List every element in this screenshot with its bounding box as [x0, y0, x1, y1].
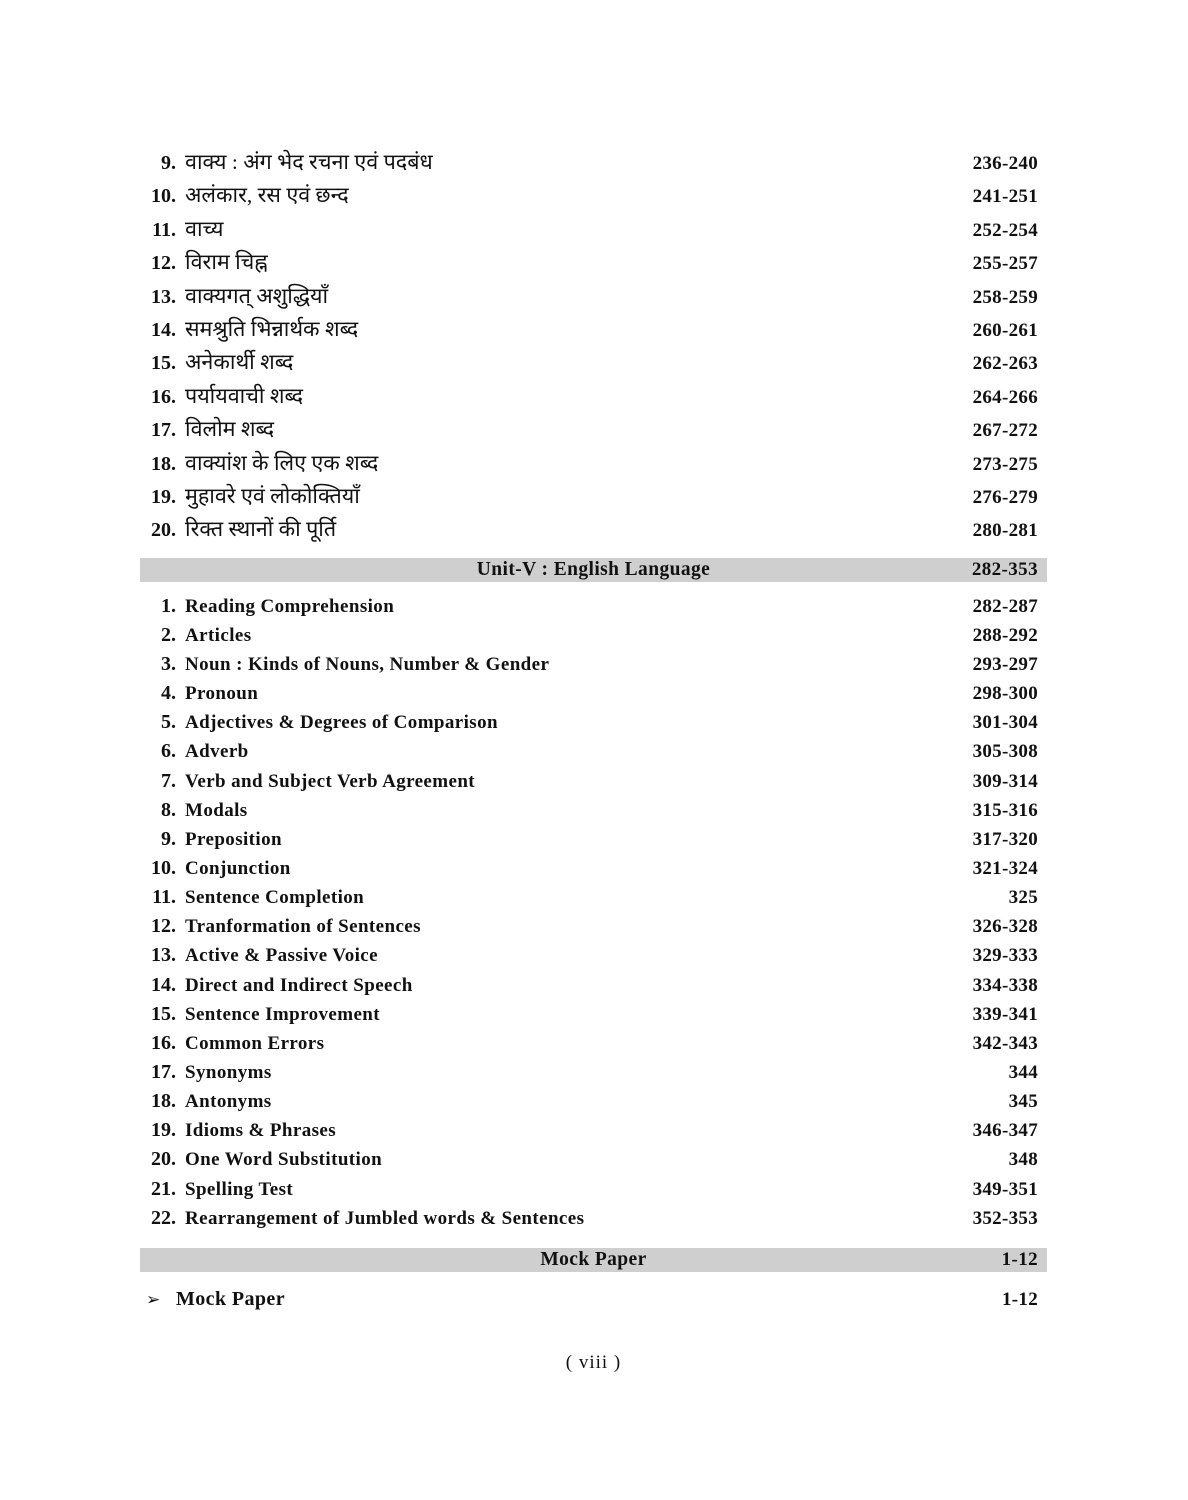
item-page-range: 342-343: [972, 1032, 1038, 1054]
item-title: Adverb: [185, 741, 249, 763]
item-number: 11.: [152, 218, 176, 241]
item-number: 16.: [151, 385, 176, 408]
toc-row: [140, 448, 1047, 481]
item-page-range: 293-297: [972, 653, 1038, 675]
item-number: 22.: [151, 1206, 176, 1229]
item-title: वाक्यांश के लिए एक शब्द: [185, 450, 379, 475]
item-number: 12.: [151, 915, 176, 938]
item-title: Conjunction: [185, 857, 291, 879]
section-title: Unit-V : English Language: [476, 558, 711, 580]
toc-row: [140, 595, 1047, 624]
toc-page-content: [140, 0, 1047, 1374]
item-title: रिक्त स्थानों की पूर्ति: [185, 517, 337, 542]
item-number: 14.: [151, 318, 176, 341]
item-number: 6.: [161, 740, 176, 763]
item-number: 2.: [161, 623, 176, 646]
toc-row: [140, 180, 1047, 213]
item-title: One Word Substitution: [185, 1149, 383, 1171]
item-page-range: 255-257: [972, 253, 1038, 275]
item-page-range: 339-341: [972, 1003, 1038, 1025]
page-number-footer: ( viii ): [565, 1351, 622, 1373]
item-page-range: 317-320: [972, 828, 1038, 850]
item-title: विलोम शब्द: [185, 417, 275, 442]
toc-row: [140, 1061, 1047, 1090]
item-number: 10.: [151, 185, 176, 208]
toc-row: [140, 1148, 1047, 1177]
item-page-range: 325: [1008, 887, 1038, 909]
item-title: Verb and Subject Verb Agreement: [185, 770, 476, 792]
item-title: Pronoun: [185, 683, 259, 705]
item-number: 19.: [151, 1119, 176, 1142]
item-number: 20.: [151, 1148, 176, 1171]
item-number: 3.: [161, 652, 176, 675]
item-title: मुहावरे एवं लोकोक्तियाँ: [185, 483, 360, 508]
toc-row: [140, 828, 1047, 857]
item-title: Idioms & Phrases: [185, 1120, 337, 1142]
toc-row: [140, 414, 1047, 447]
item-page-range: 273-275: [972, 453, 1038, 475]
section-title: Mock Paper: [540, 1248, 647, 1270]
item-number: 8.: [161, 798, 176, 821]
item-title: Rearrangement of Jumbled words & Sentences: [185, 1207, 585, 1229]
item-number: 13.: [151, 944, 176, 967]
item-number: 9.: [161, 827, 176, 850]
item-number: 10.: [151, 856, 176, 879]
item-page-range: 267-272: [972, 420, 1038, 442]
toc-row: [140, 1178, 1047, 1207]
item-page-range: 288-292: [972, 624, 1038, 646]
toc-row: [140, 711, 1047, 740]
item-title: वाक्यगत् अशुद्धियाँ: [185, 283, 329, 308]
item-title: Articles: [185, 624, 252, 646]
item-number: 15.: [151, 1002, 176, 1025]
item-page-range: 1-12: [1001, 1288, 1038, 1310]
item-page-range: 301-304: [972, 712, 1038, 734]
item-title: Adjectives & Degrees of Comparison: [185, 712, 498, 734]
toc-row: [140, 770, 1047, 799]
item-number: 14.: [151, 973, 176, 996]
item-number: 13.: [151, 285, 176, 308]
toc-row: [140, 481, 1047, 514]
item-number: 17.: [151, 1060, 176, 1083]
item-title: Tranformation of Sentences: [185, 916, 421, 938]
arrow-bullet-icon: ➢: [146, 1289, 161, 1309]
item-number: 17.: [151, 419, 176, 442]
item-number: 1.: [161, 594, 176, 617]
toc-row: [140, 915, 1047, 944]
item-number: 19.: [151, 485, 176, 508]
item-page-range: 348: [1008, 1149, 1038, 1171]
toc-row: [140, 247, 1047, 280]
toc-row: [140, 624, 1047, 653]
toc-row: [140, 653, 1047, 682]
item-title: अलंकार, रस एवं छन्द: [185, 183, 349, 208]
item-number: 18.: [151, 452, 176, 475]
item-page-range: 321-324: [972, 857, 1038, 879]
item-title: अनेकार्थी शब्द: [185, 350, 294, 375]
toc-row: [140, 1288, 1047, 1316]
toc-row: [140, 1090, 1047, 1119]
item-title: Reading Comprehension: [185, 595, 395, 617]
section-page-range: 282-353: [971, 558, 1038, 580]
item-page-range: 329-333: [972, 945, 1038, 967]
item-page-range: 334-338: [972, 974, 1038, 996]
item-title: Direct and Indirect Speech: [185, 974, 413, 996]
toc-row: [140, 857, 1047, 886]
item-page-range: 344: [1008, 1061, 1038, 1083]
mock-paper-section-header: [140, 1248, 1047, 1272]
toc-row: [140, 147, 1047, 180]
item-title: Modals: [185, 799, 248, 821]
english-toc-list: [140, 595, 1047, 1236]
toc-row: [140, 944, 1047, 973]
toc-row: [140, 1207, 1047, 1236]
item-page-range: 264-266: [972, 386, 1038, 408]
toc-row: [140, 1119, 1047, 1148]
item-number: 16.: [151, 1031, 176, 1054]
item-number: 7.: [161, 769, 176, 792]
item-page-range: 305-308: [972, 741, 1038, 763]
hindi-toc-list: [140, 0, 1047, 548]
item-page-range: 236-240: [972, 153, 1038, 174]
item-page-range: 315-316: [972, 799, 1038, 821]
item-page-range: 352-353: [972, 1207, 1038, 1229]
item-page-range: 298-300: [972, 683, 1038, 705]
toc-row: [140, 740, 1047, 769]
item-number: 20.: [151, 519, 176, 542]
toc-row: [140, 1003, 1047, 1032]
item-page-range: 262-263: [972, 353, 1038, 375]
item-page-range: 280-281: [972, 520, 1038, 542]
item-title: Active & Passive Voice: [185, 945, 378, 967]
item-page-range: 241-251: [972, 186, 1038, 208]
item-page-range: 276-279: [972, 486, 1038, 508]
item-page-range: 345: [1008, 1091, 1038, 1113]
item-page-range: 252-254: [972, 219, 1038, 241]
item-number: 12.: [151, 252, 176, 275]
item-page-range: 349-351: [972, 1178, 1038, 1200]
toc-row: [140, 314, 1047, 347]
toc-row: [140, 214, 1047, 247]
item-page-range: 309-314: [972, 770, 1038, 792]
toc-row: [140, 886, 1047, 915]
item-number: 21.: [151, 1177, 176, 1200]
item-number: 9.: [161, 152, 176, 174]
item-title: Sentence Completion: [185, 887, 365, 909]
toc-row: [140, 682, 1047, 711]
toc-row: [140, 347, 1047, 380]
item-number: 11.: [152, 886, 176, 909]
item-title: पर्यायवाची शब्द: [185, 383, 304, 408]
toc-row: [140, 799, 1047, 828]
section-page-range: 1-12: [1001, 1248, 1038, 1270]
item-number: 5.: [161, 711, 176, 734]
unit-v-section-header: [140, 558, 1047, 582]
item-page-range: 326-328: [972, 916, 1038, 938]
item-title: Preposition: [185, 828, 282, 850]
item-title: Noun : Kinds of Nouns, Number & Gender: [185, 653, 550, 675]
item-page-range: 346-347: [972, 1120, 1038, 1142]
toc-row: [140, 281, 1047, 314]
item-title: वाच्य: [185, 216, 224, 241]
toc-row: [140, 974, 1047, 1003]
item-title: Synonyms: [185, 1061, 272, 1083]
item-number: 18.: [151, 1090, 176, 1113]
item-number: 4.: [161, 682, 176, 705]
toc-row: [140, 514, 1047, 547]
item-title: Antonyms: [185, 1091, 272, 1113]
toc-row: [140, 1032, 1047, 1061]
item-title: वाक्य : अंग भेद रचना एवं पदबंध: [185, 150, 433, 174]
item-number: 15.: [151, 352, 176, 375]
item-title: Sentence Improvement: [185, 1003, 380, 1025]
mock-paper-list: [140, 1288, 1047, 1316]
item-page-range: 282-287: [972, 595, 1038, 617]
toc-row: [140, 381, 1047, 414]
item-title: समश्रुति भिन्नार्थक शब्द: [185, 316, 359, 341]
item-page-range: 258-259: [972, 286, 1038, 308]
item-page-range: 260-261: [972, 319, 1038, 341]
item-title: Spelling Test: [185, 1178, 294, 1200]
item-title: Mock Paper: [176, 1287, 285, 1310]
item-title: Common Errors: [185, 1032, 325, 1054]
item-title: विराम चिह्न: [185, 250, 268, 275]
